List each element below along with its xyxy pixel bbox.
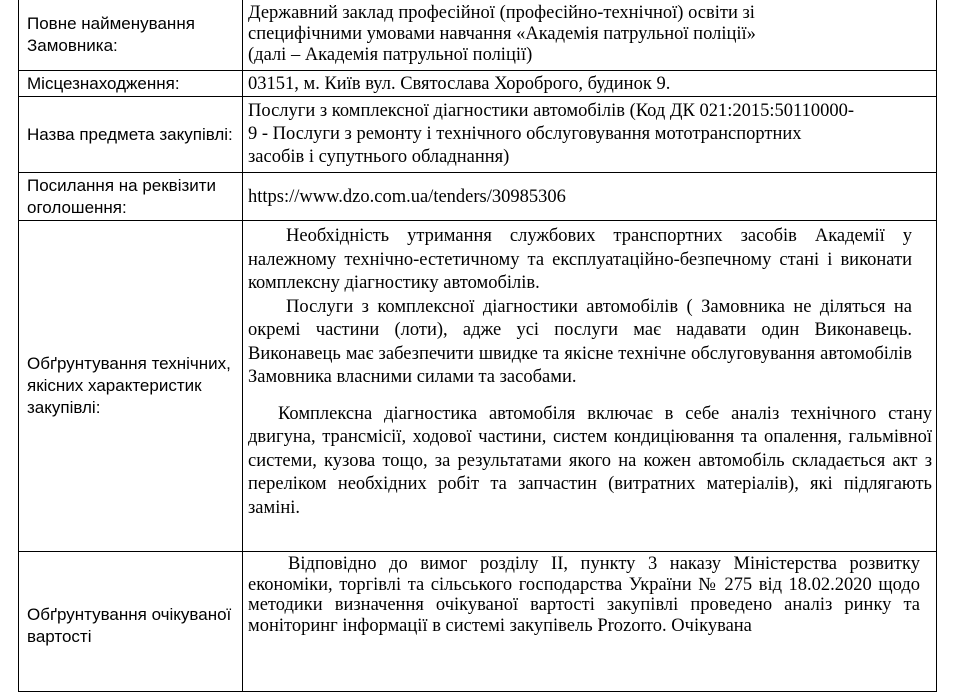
cost-justification-paragraph: Відповідно до вимог розділу ІІ, пункту 3 наказу Міністерства розвитку економіки, торгівлі та сільського господарства України № 275 від 18.02.2020 щодо методики визначення очікуваної вартості закупівлі проведено аналіз ринку та моніторинг інформації в системі закупівель Prozorro. Очікувана — [248, 554, 920, 636]
customer-name-value — [243, 0, 937, 71]
location-label: Місцезнаходження: — [19, 71, 243, 97]
customer-name-line: специфічними умовами навчання «Академія патрульної поліції» — [248, 24, 756, 44]
technical-justification-label: Обґрунтування технічних, якісних характеристик закупівлі: — [19, 221, 243, 552]
cost-justification-label: Обґрунтування очікуваної вартості — [19, 552, 243, 692]
subject-label: Назва предмета закупівлі: — [19, 97, 243, 173]
announcement-label: Посилання на реквізити оголошення: — [19, 173, 243, 221]
technical-justification-value — [243, 221, 937, 552]
procurement-info-table — [18, 0, 937, 692]
cost-justification-value — [243, 552, 937, 692]
justification-paragraph: Послуги з комплексної діагностики автомобілів ( Замовника не діляться на окремі частини (лоти), адже усі послуги має надавати один Виконавець. Виконавець має забезпечити швидке та якісне технічне обслуговування автомобілів Замовника власними силами та засобами. — [248, 296, 912, 387]
table-row-subject — [19, 97, 937, 173]
subject-line: Послуги з комплексної діагностики автомобілів (Код ДК 021:2015:50110000- — [248, 101, 855, 121]
justification-paragraph: Комплексна діагностика автомобіля включає в себе аналіз технічного стану двигуна, трансмісії, ходової частини, систем кондиціювання та опалення, гальмівної системи, кузова тощо, за результатами якого на кожен автомобіль складається акт з переліком необхідних робіт та запчастин (витратних матеріалів), які підлягають заміні. — [248, 403, 932, 518]
announcement-link[interactable]: https://www.dzo.com.ua/tenders/30985306 — [243, 173, 937, 221]
customer-name-line: Державний заклад професійної (професійно-технічної) освіти зі — [248, 3, 755, 23]
location-value: 03151, м. Київ вул. Святослава Хороброго, будинок 9. — [243, 71, 937, 97]
table-row-announcement — [19, 173, 937, 221]
table-row-customer — [19, 0, 937, 71]
subject-line: засобів і супутнього обладнання) — [248, 147, 510, 167]
justification-paragraph: Необхідність утримання службових транспортних засобів Академії у належному технічно-естетичному та експлуатаційно-безпечному стані і виконати комплексну діагностику автомобілів. — [248, 226, 912, 293]
subject-line: 9 - Послуги з ремонту і технічного обслуговування мототранспортних — [248, 124, 802, 144]
table-row-cost-justification — [19, 552, 937, 692]
customer-name-line: (далі – Академія патрульної поліції) — [248, 45, 533, 65]
subject-value — [243, 97, 937, 173]
table-row-technical-justification — [19, 221, 937, 552]
customer-name-label: Повне найменування Замовника: — [19, 0, 243, 71]
table-row-location — [19, 71, 937, 97]
